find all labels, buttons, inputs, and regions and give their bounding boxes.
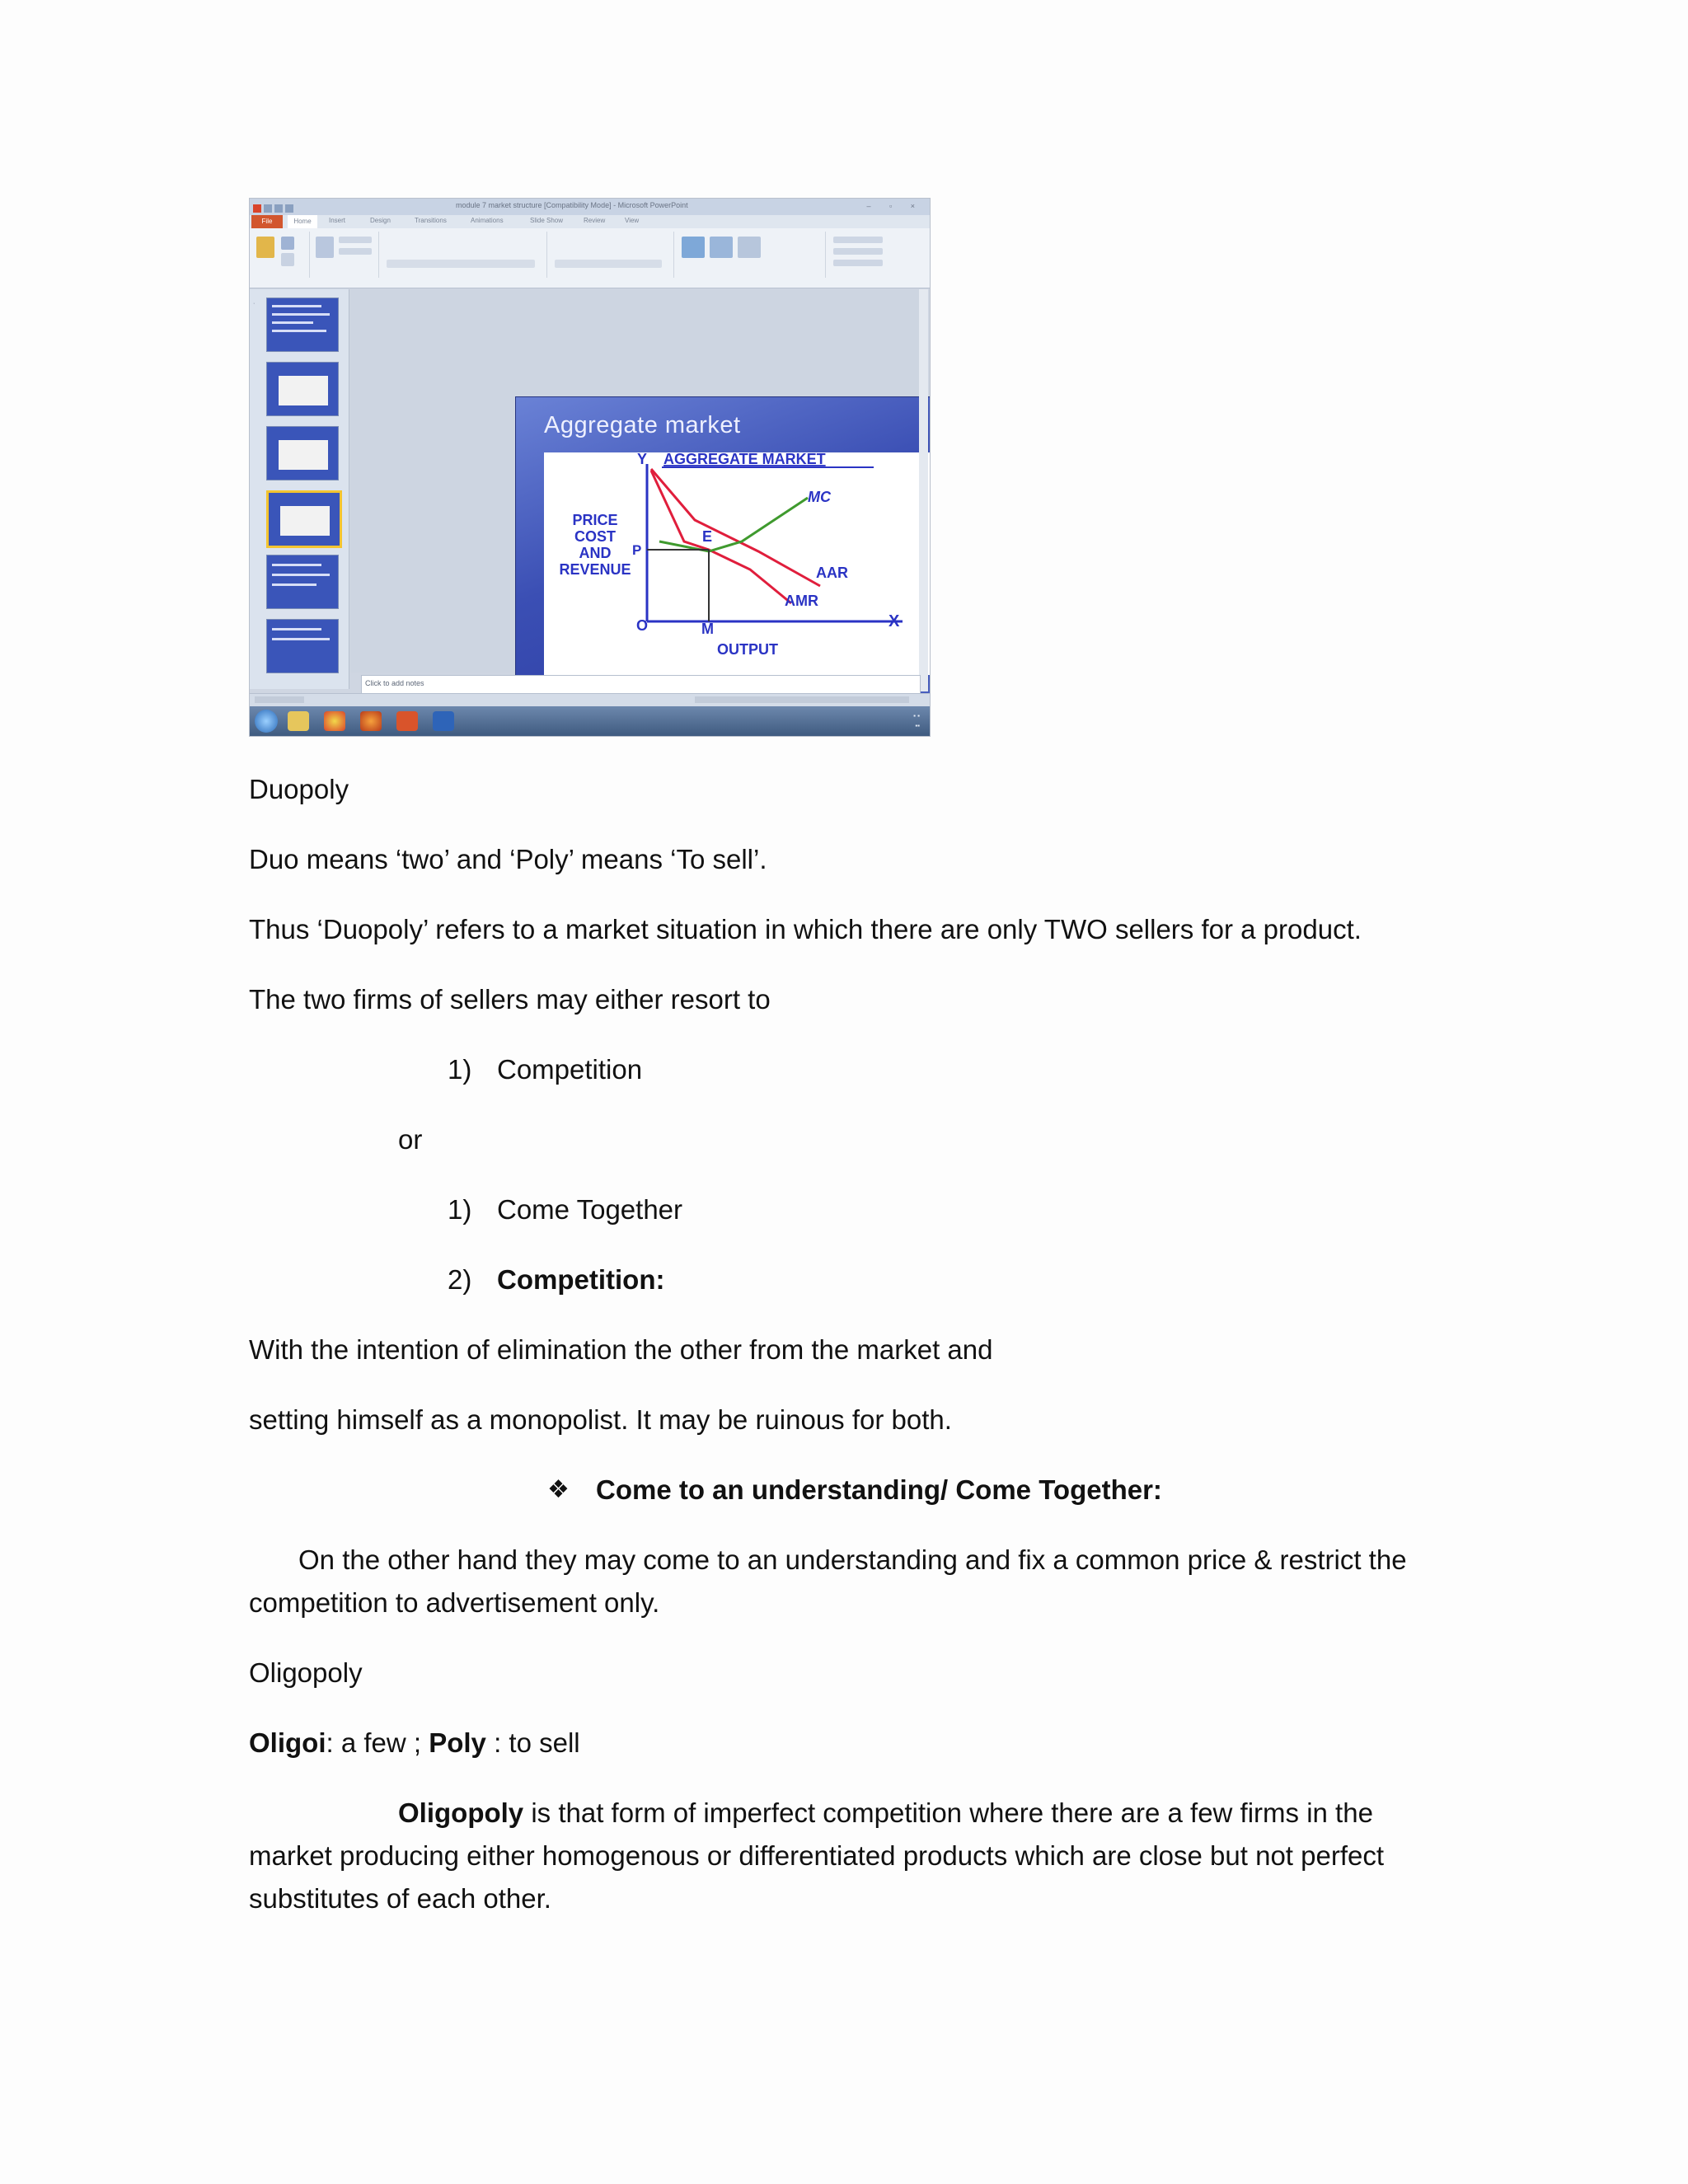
- poly-term: Poly: [429, 1727, 486, 1758]
- tab-transitions: Transitions: [415, 217, 447, 224]
- thumb-line: [272, 628, 321, 630]
- y-axis-label-line: COST: [574, 528, 617, 545]
- amr-curve: [651, 471, 791, 603]
- tab-slide-show: Slide Show: [530, 217, 564, 224]
- origin-label: O: [636, 617, 649, 634]
- oligopoly-definition-line-2: market producing either homogenous or differentiated products which are close but not perfect: [249, 1840, 1385, 1871]
- arrange-icon: [710, 237, 733, 258]
- oligopoly-definition-part-1: is that form of imperfect competition where there are a few firms in the: [523, 1797, 1373, 1828]
- aar-label: AAR: [816, 565, 848, 581]
- oligoi-term: Oligoi: [249, 1727, 326, 1758]
- font-format-icons: [387, 260, 535, 268]
- duopoly-definition: Thus ‘Duopoly’ refers to a market situation in which there are only TWO sellers for a product.: [249, 914, 1362, 944]
- diagram-svg: [544, 452, 931, 675]
- diagram-heading: AGGREGATE MARKET: [663, 452, 826, 467]
- competition-line-2: setting himself as a monopolist. It may be ruinous for both.: [249, 1404, 952, 1435]
- powerpoint-screenshot: [249, 198, 931, 737]
- x-label: X: [889, 612, 900, 630]
- amr-label: AMR: [785, 593, 818, 609]
- slide-thumbnail[interactable]: [266, 298, 339, 352]
- app-icon: [253, 204, 261, 213]
- list-item-come-together: Come Together: [497, 1194, 683, 1225]
- redo-icon: [285, 204, 293, 213]
- editing-group: [828, 232, 919, 278]
- thumb-line: [272, 583, 316, 586]
- slide-thumbnail[interactable]: [266, 362, 339, 416]
- mc-label: MC: [808, 489, 831, 505]
- competition-line-1: With the intention of elimination the other from the market and: [249, 1334, 993, 1365]
- y-axis-label-line: REVENUE: [559, 561, 631, 578]
- layout-icon: [339, 237, 372, 243]
- powerpoint-taskbar-icon[interactable]: [396, 711, 418, 731]
- clipboard-group: [251, 232, 310, 278]
- aggregate-market-diagram: [544, 452, 931, 675]
- thumb-number: ·: [253, 301, 256, 307]
- drawing-group: [677, 232, 826, 278]
- e-label: E: [702, 528, 713, 545]
- list-item-competition: Competition: [497, 1054, 643, 1085]
- p-label: P: [632, 542, 642, 558]
- ribbon: [250, 228, 930, 288]
- competition-subheading: Competition:: [497, 1264, 665, 1295]
- paste-icon: [256, 237, 274, 258]
- font-group: [382, 232, 547, 278]
- thumb-diagram: [280, 506, 330, 536]
- come-together-heading: Come to an understanding/ Come Together:: [596, 1474, 1162, 1505]
- tab-design: Design: [370, 217, 391, 224]
- list-number: 1): [448, 1054, 472, 1085]
- y-axis-label-line: PRICE: [572, 512, 618, 528]
- resort-line: The two firms of sellers may either resort to: [249, 984, 771, 1015]
- thumb-line: [272, 564, 321, 566]
- slide-thumbnail[interactable]: [266, 555, 339, 609]
- replace-icon: [833, 248, 883, 255]
- notes-placeholder: Click to add notes: [365, 679, 424, 687]
- thumb-diagram: [279, 376, 328, 405]
- windows-taskbar: [250, 706, 930, 736]
- thumb-line: [272, 321, 313, 324]
- slide-thumbnail[interactable]: [266, 619, 339, 673]
- window-controls: – ▫ ×: [866, 202, 923, 210]
- oligoi-definition: : a few ;: [326, 1727, 429, 1758]
- tab-home: Home: [288, 215, 317, 228]
- undo-icon: [274, 204, 283, 213]
- paragraph-group: [550, 232, 674, 278]
- shapes-icon: [682, 237, 705, 258]
- tab-insert: Insert: [329, 217, 346, 224]
- output-label: OUTPUT: [717, 641, 778, 658]
- chrome-icon[interactable]: [324, 711, 345, 731]
- thumb-line: [272, 574, 330, 576]
- or-text: or: [398, 1124, 423, 1155]
- slides-pane: [250, 289, 349, 689]
- tab-review: Review: [584, 217, 606, 224]
- select-icon: [833, 260, 883, 266]
- view-zoom-controls: [695, 696, 909, 703]
- thumb-line: [272, 638, 330, 640]
- reset-icon: [339, 248, 372, 255]
- list-number: 1): [448, 1194, 472, 1225]
- window-title: module 7 market structure [Compatibility Mode] - Microsoft PowerPoint: [456, 201, 688, 209]
- ribbon-tabs: [250, 215, 930, 228]
- bullet-diamond-icon: ❖: [547, 1475, 570, 1504]
- word-taskbar-icon[interactable]: [433, 711, 454, 731]
- status-bar: [250, 693, 930, 707]
- cut-icon: [281, 237, 294, 250]
- oligopoly-term: Oligopoly: [398, 1797, 524, 1828]
- taskbar-clock: ▪ ▪ ▪▪: [913, 712, 920, 729]
- understanding-line-2: competition to advertisement only.: [249, 1587, 660, 1618]
- new-slide-icon: [316, 237, 334, 258]
- duopoly-meaning: Duo means ‘two’ and ‘Poly’ means ‘To sell’.: [249, 844, 767, 874]
- y-label: Y: [637, 452, 648, 467]
- start-button-icon[interactable]: [255, 710, 278, 733]
- tab-animations: Animations: [471, 217, 504, 224]
- y-axis-label-line: AND: [579, 545, 612, 561]
- vertical-scrollbar[interactable]: [919, 289, 928, 691]
- paragraph-format-icons: [555, 260, 662, 268]
- oligopoly-definition-line-1: [398, 1792, 1373, 1835]
- quick-styles-icon: [738, 237, 761, 258]
- quick-access-toolbar: [253, 202, 327, 212]
- thumb-diagram: [279, 440, 328, 470]
- slides-group: [312, 232, 379, 278]
- firefox-icon[interactable]: [360, 711, 382, 731]
- slide-counter: [255, 696, 304, 703]
- window-titlebar: [250, 199, 930, 215]
- slide-title: Aggregate market: [544, 412, 741, 438]
- duopoly-heading: Duopoly: [249, 774, 349, 804]
- oligopoly-definition-line-3: substitutes of each other.: [249, 1883, 551, 1914]
- thumb-line: [272, 313, 330, 316]
- list-number: 2): [448, 1264, 472, 1295]
- m-label: M: [701, 621, 714, 637]
- notes-pane[interactable]: [361, 675, 921, 695]
- slide-thumbnail[interactable]: [266, 426, 339, 480]
- slide-thumbnail-selected[interactable]: [266, 490, 342, 548]
- tab-view: View: [625, 217, 640, 224]
- save-icon: [264, 204, 272, 213]
- oligoi-definition-line: [249, 1722, 580, 1765]
- understanding-line-1: On the other hand they may come to an understanding and fix a common price & restrict the: [298, 1544, 1407, 1575]
- explorer-icon[interactable]: [288, 711, 309, 731]
- find-icon: [833, 237, 883, 243]
- thumb-line: [272, 330, 326, 332]
- thumb-line: [272, 305, 321, 307]
- poly-definition: : to sell: [485, 1727, 580, 1758]
- oligopoly-heading: Oligopoly: [249, 1657, 363, 1688]
- tab-file: File: [251, 215, 283, 228]
- copy-icon: [281, 253, 294, 266]
- slide-edit-area[interactable]: [350, 289, 919, 673]
